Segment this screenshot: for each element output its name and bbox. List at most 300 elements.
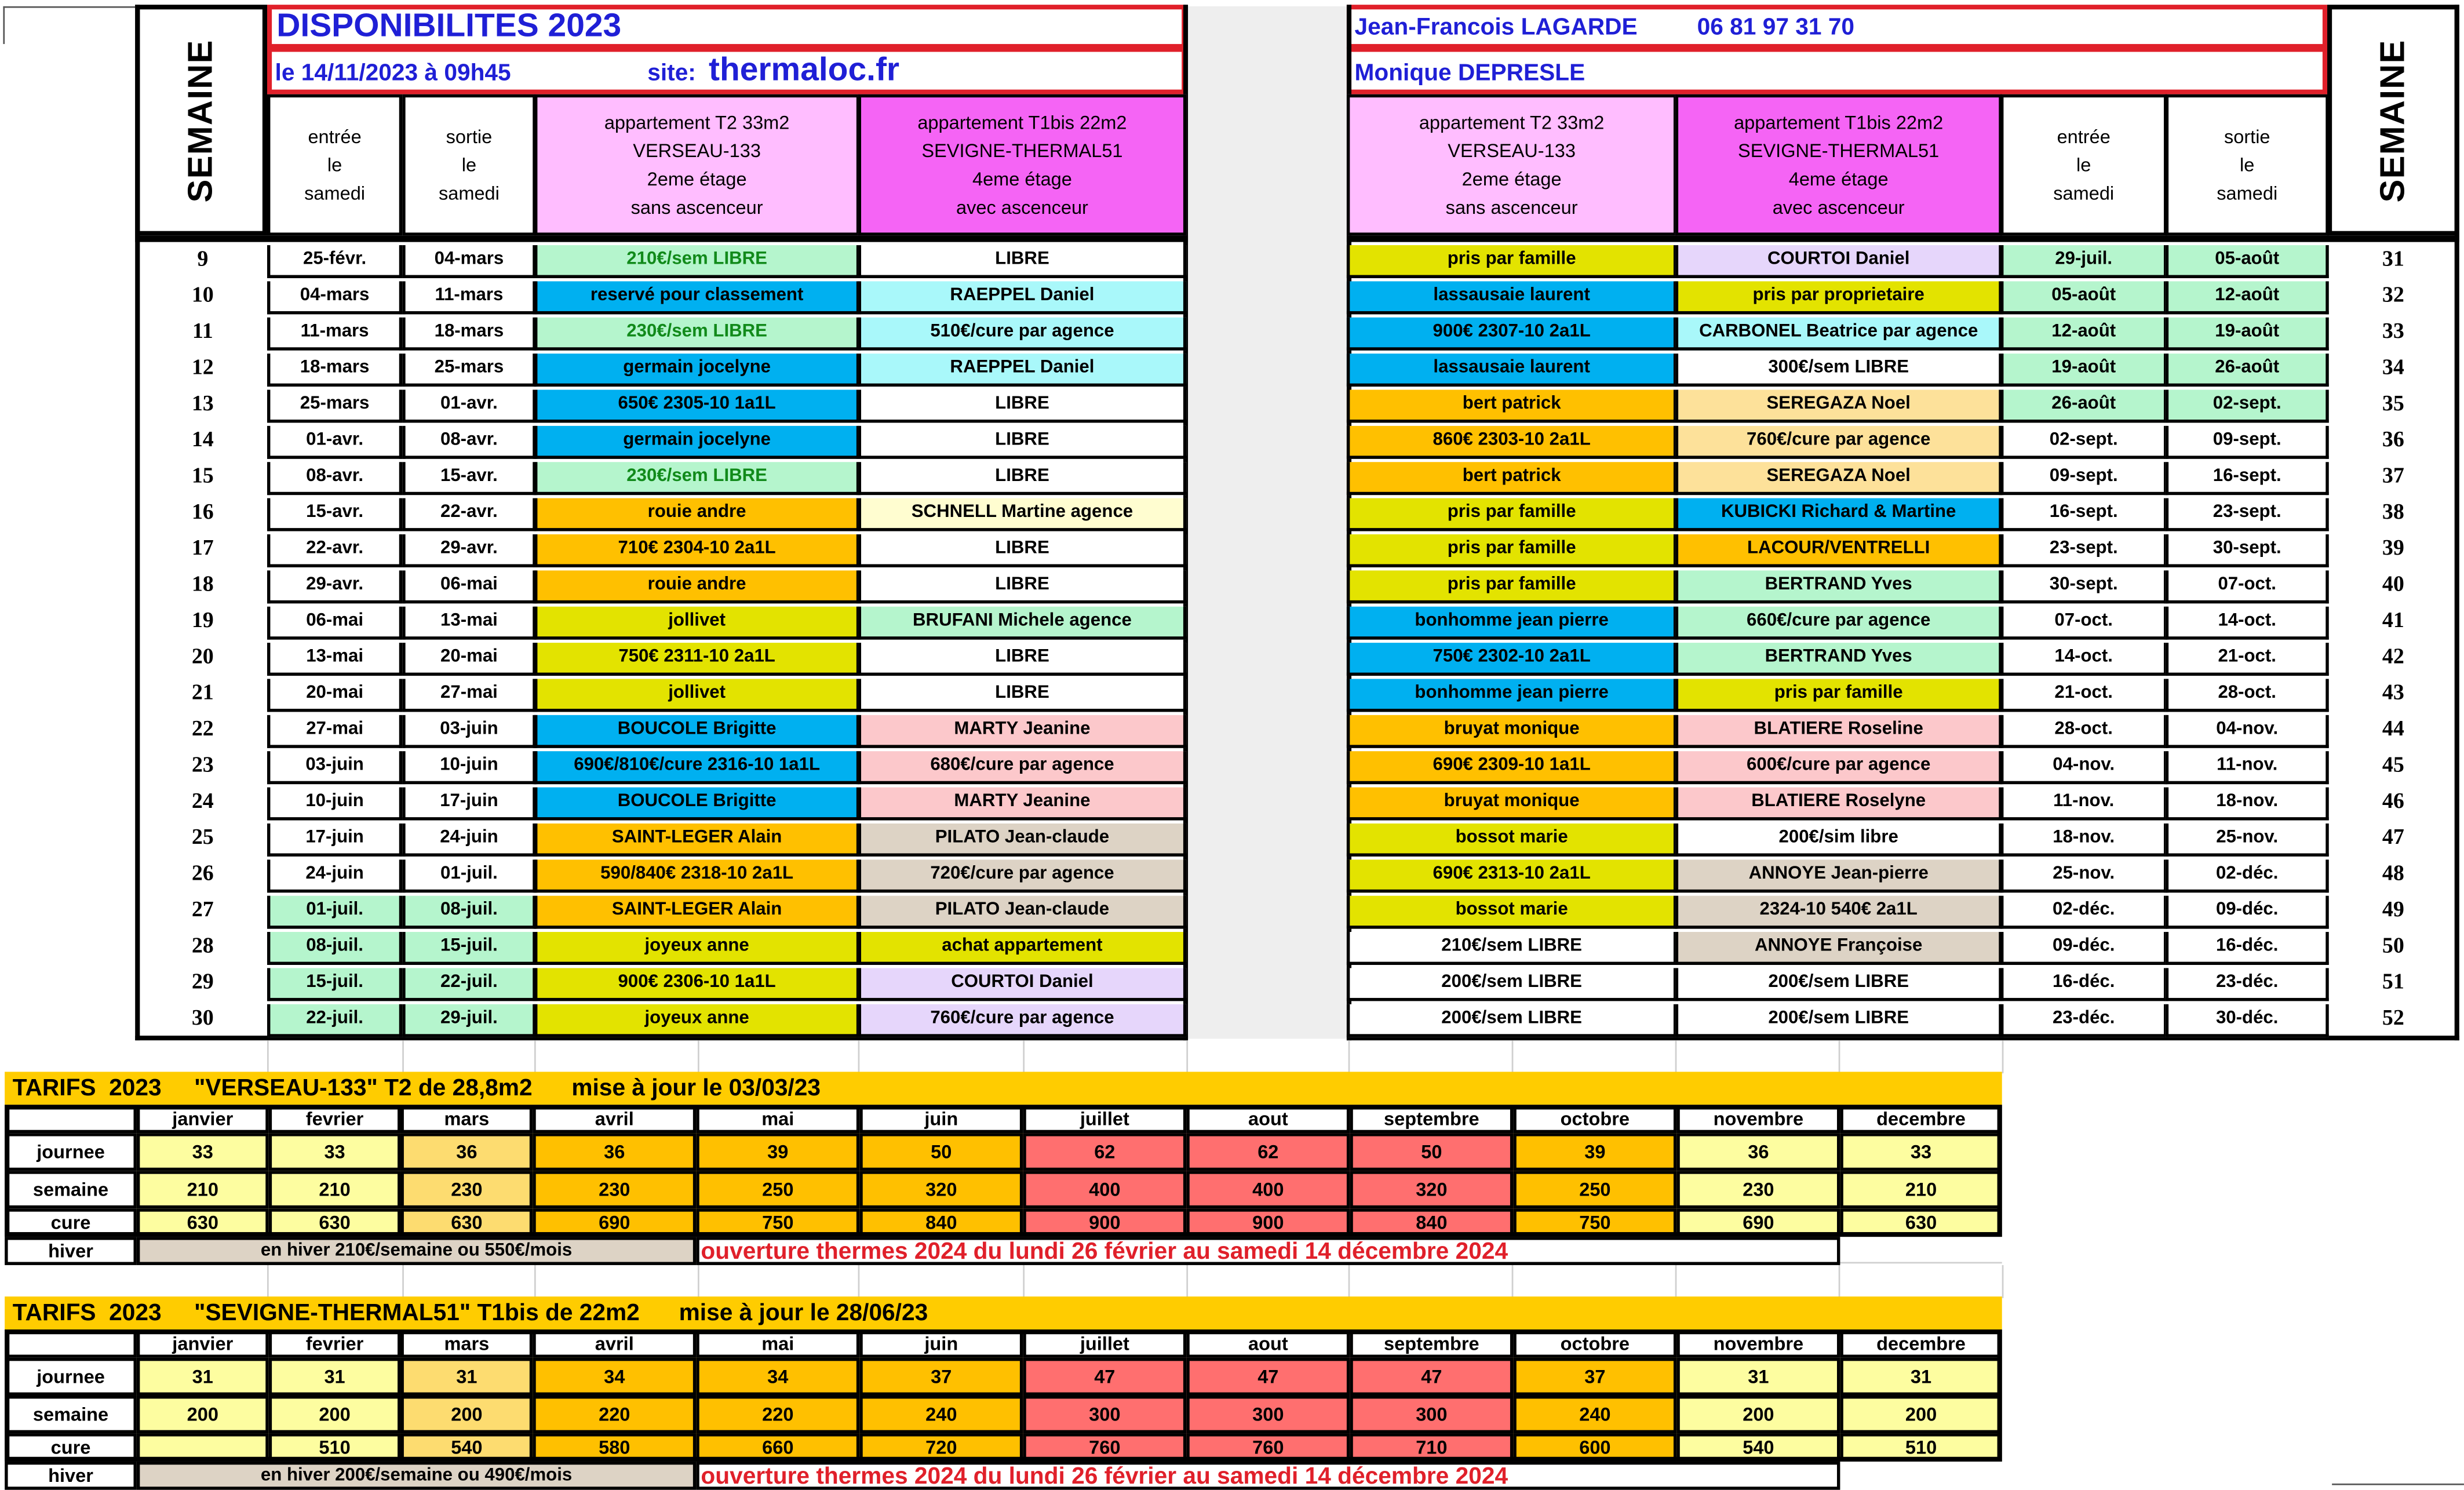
sortie-date[interactable]: 14-oct. — [2166, 607, 2329, 640]
grid-line — [698, 1265, 699, 1298]
t1-booking[interactable]: LACOUR/VENTRELLI — [1675, 534, 2002, 567]
sortie-date[interactable]: 17-juin — [402, 788, 535, 821]
entree-date[interactable]: 11-mars — [267, 318, 402, 351]
sortie-date[interactable]: 26-août — [2166, 354, 2329, 387]
t2-header-right: appartement T2 33m2 VERSEAU-133 2eme étage sans ascenceur — [1347, 94, 1676, 236]
t2-booking[interactable]: SAINT-LEGER Alain — [534, 896, 859, 929]
grid-line — [2002, 1265, 2004, 1298]
tariff-price: 47 — [1350, 1358, 1513, 1396]
sortie-date[interactable]: 28-oct. — [2166, 679, 2329, 712]
tariff-price: 750 — [1513, 1208, 1676, 1237]
sortie-date[interactable]: 30-sept. — [2166, 534, 2329, 567]
sortie-date[interactable]: 03-juin — [402, 715, 535, 748]
tariff-price: 630 — [137, 1208, 269, 1237]
corner-mark — [3, 6, 5, 44]
tariff-price: 31 — [400, 1358, 533, 1396]
week-number: 28 — [191, 934, 214, 958]
t2-booking[interactable]: 750€ 2302-10 2a1L — [1347, 643, 1676, 676]
week-number: 17 — [191, 537, 214, 560]
tariff-price: 540 — [400, 1433, 533, 1462]
week-number: 25 — [191, 825, 214, 850]
tariff-price: 47 — [1023, 1358, 1186, 1396]
entree-date[interactable]: 08-juil. — [267, 932, 402, 965]
t1-booking[interactable]: PILATO Jean-claude — [858, 896, 1187, 929]
entree-date[interactable]: 17-juin — [267, 824, 402, 857]
t1-booking[interactable]: MARTY Jeanine — [858, 715, 1187, 748]
t1-booking[interactable]: MARTY Jeanine — [858, 788, 1187, 821]
week-number: 13 — [191, 392, 214, 416]
sortie-date[interactable]: 16-déc. — [2166, 932, 2329, 965]
sortie-date[interactable]: 10-juin — [402, 751, 535, 784]
contact1-phone: 06 81 97 31 70 — [1697, 13, 1855, 41]
t2-booking[interactable]: 690€ 2313-10 2a1L — [1347, 859, 1676, 892]
week-number: 34 — [2382, 356, 2404, 380]
t2-booking[interactable]: 710€ 2304-10 2a1L — [534, 534, 859, 567]
entree-date[interactable]: 05-août — [2000, 281, 2167, 314]
entree-date[interactable]: 26-août — [2000, 390, 2167, 423]
t1-booking[interactable]: KUBICKI Richard & Martine — [1675, 498, 2002, 531]
entree-date[interactable]: 03-juin — [267, 751, 402, 784]
tariff-price: 33 — [1840, 1133, 2002, 1171]
t1-booking[interactable]: LIBRE — [858, 426, 1187, 459]
week-number: 31 — [2382, 247, 2404, 271]
week-number: 11 — [192, 319, 213, 344]
entree-date[interactable]: 01-juil. — [267, 896, 402, 929]
t1-header-left: appartement T1bis 22m2 SEVIGNE-THERMAL51 4eme étage avec ascenceur — [858, 94, 1187, 236]
t2-booking[interactable]: 690€ 2309-10 1a1L — [1347, 751, 1676, 784]
entree-date[interactable]: 18-mars — [267, 354, 402, 387]
week-number: 42 — [2382, 645, 2404, 669]
t2-booking[interactable]: bruyat monique — [1347, 788, 1676, 821]
t2-booking[interactable]: SAINT-LEGER Alain — [534, 824, 859, 857]
center-gap — [1186, 6, 1348, 1039]
t1-booking[interactable]: BERTRAND Yves — [1675, 643, 2002, 676]
entree-date[interactable]: 02-sept. — [2000, 426, 2167, 459]
t1-booking[interactable]: 760€/cure par agence — [858, 1004, 1187, 1037]
t1-booking[interactable]: COURTOI Daniel — [1675, 245, 2002, 278]
t1-booking[interactable]: 200€/sem LIBRE — [1675, 1004, 2002, 1037]
tariff-price: 31 — [1840, 1358, 2002, 1396]
t1-booking[interactable]: SEREGAZA Noel — [1675, 390, 2002, 423]
tariff-price: 36 — [533, 1133, 696, 1171]
t1-booking[interactable]: ANNOYE Jean-pierre — [1675, 859, 2002, 892]
t2-booking[interactable]: bonhomme jean pierre — [1347, 679, 1676, 712]
grid-line — [267, 1265, 269, 1298]
tariff-price: 900 — [1186, 1208, 1350, 1237]
t1-booking[interactable]: 660€/cure par agence — [1675, 607, 2002, 640]
sortie-date[interactable]: 19-août — [2166, 318, 2329, 351]
t2-booking[interactable]: 650€ 2305-10 1a1L — [534, 390, 859, 423]
sortie-date[interactable]: 02-sept. — [2166, 390, 2329, 423]
entree-date[interactable]: 06-mai — [267, 607, 402, 640]
t2-booking[interactable]: 900€ 2306-10 1a1L — [534, 968, 859, 1001]
t1-booking[interactable]: BERTRAND Yves — [1675, 570, 2002, 603]
tariff-price: 39 — [696, 1133, 859, 1171]
sortie-date[interactable]: 25-nov. — [2166, 824, 2329, 857]
week-number: 52 — [2382, 1006, 2404, 1030]
tariff-price: 720 — [859, 1433, 1023, 1462]
tariff-price: 34 — [533, 1358, 696, 1396]
tariff-price: 200 — [1840, 1396, 2002, 1433]
grid-line — [858, 1265, 860, 1298]
week-number: 35 — [2382, 392, 2404, 416]
t1-booking[interactable]: CARBONEL Beatrice par agence — [1675, 318, 2002, 351]
week-number: 12 — [191, 356, 214, 380]
week-number: 49 — [2382, 898, 2404, 922]
week-number: 36 — [2382, 428, 2404, 452]
t1-booking[interactable]: BRUFANI Michele agence — [858, 607, 1187, 640]
t2-booking[interactable]: BOUCOLE Brigitte — [534, 715, 859, 748]
tariff-price: 510 — [269, 1433, 401, 1462]
sortie-date[interactable]: 09-déc. — [2166, 896, 2329, 929]
t1-booking[interactable]: pris par proprietaire — [1675, 281, 2002, 314]
tariff-price: 39 — [1513, 1133, 1676, 1171]
sortie-date[interactable]: 08-juil. — [402, 896, 535, 929]
t1-booking[interactable]: LIBRE — [858, 679, 1187, 712]
t2-booking[interactable]: pris par famille — [1347, 534, 1676, 567]
t2-booking[interactable]: pris par famille — [1347, 570, 1676, 603]
week-number: 47 — [2382, 825, 2404, 850]
tariff-price: 250 — [696, 1171, 859, 1208]
month-header: janvier — [137, 1329, 269, 1358]
month-header: septembre — [1350, 1105, 1513, 1133]
entree-date[interactable]: 20-mai — [267, 679, 402, 712]
sortie-date[interactable]: 06-mai — [402, 570, 535, 603]
t1-booking[interactable]: 2324-10 540€ 2a1L — [1675, 896, 2002, 929]
t1-booking[interactable]: 600€/cure par agence — [1675, 751, 2002, 784]
entree-date[interactable]: 16-sept. — [2000, 498, 2167, 531]
tariff-price: 750 — [696, 1208, 859, 1237]
t1-booking[interactable]: pris par famille — [1675, 679, 2002, 712]
t1-booking[interactable]: LIBRE — [858, 643, 1187, 676]
t1-booking[interactable]: 510€/cure par agence — [858, 318, 1187, 351]
entree-date[interactable]: 01-avr. — [267, 426, 402, 459]
week-number: 30 — [191, 1006, 214, 1030]
sortie-date[interactable]: 27-mai — [402, 679, 535, 712]
t2-booking[interactable]: joyeux anne — [534, 932, 859, 965]
grid-line — [1023, 1265, 1025, 1298]
t2-booking[interactable]: 200€/sem LIBRE — [1347, 1004, 1676, 1037]
month-header: decembre — [1840, 1105, 2002, 1133]
t2-header-left: appartement T2 33m2 VERSEAU-133 2eme étage sans ascenceur — [534, 94, 859, 236]
t1-booking[interactable]: RAEPPEL Daniel — [858, 281, 1187, 314]
tariff-price: 760 — [1023, 1433, 1186, 1462]
week-number: 15 — [191, 464, 214, 488]
t2-booking[interactable]: 210€/sem LIBRE — [1347, 932, 1676, 965]
page-title: DISPONIBILITES 2023 — [276, 8, 622, 44]
sortie-date[interactable]: 23-déc. — [2166, 968, 2329, 1001]
week-number: 16 — [191, 500, 214, 524]
sortie-date[interactable]: 23-sept. — [2166, 498, 2329, 531]
month-header: octobre — [1513, 1105, 1676, 1133]
t1-header-right: appartement T1bis 22m2 SEVIGNE-THERMAL51 4eme étage avec ascenceur — [1675, 94, 2002, 236]
t2-booking[interactable]: germain jocelyne — [534, 354, 859, 387]
sortie-date[interactable]: 20-mai — [402, 643, 535, 676]
entree-date[interactable]: 09-sept. — [2000, 462, 2167, 495]
hiver-label: hiver — [5, 1462, 137, 1490]
month-header: mai — [696, 1105, 859, 1133]
week-number: 40 — [2382, 573, 2404, 597]
t2-booking[interactable]: bonhomme jean pierre — [1347, 607, 1676, 640]
tariff-title: TARIFS 2023 "VERSEAU-133" T2 de 28,8m2 mise à jour le 03/03/23 — [5, 1072, 2002, 1105]
tariff-price: 200 — [400, 1396, 533, 1433]
t1-booking[interactable]: LIBRE — [858, 245, 1187, 278]
t1-booking[interactable]: LIBRE — [858, 390, 1187, 423]
t1-booking[interactable]: LIBRE — [858, 462, 1187, 495]
t1-booking[interactable]: LIBRE — [858, 534, 1187, 567]
entree-date[interactable]: 24-juin — [267, 859, 402, 892]
entree-date[interactable]: 22-avr. — [267, 534, 402, 567]
t2-booking[interactable]: bert patrick — [1347, 462, 1676, 495]
sortie-date[interactable]: 04-nov. — [2166, 715, 2329, 748]
week-number: 19 — [191, 609, 214, 633]
tariff-price: 250 — [1513, 1171, 1676, 1208]
tariff-price: 690 — [1676, 1208, 1840, 1237]
entree-date[interactable]: 29-avr. — [267, 570, 402, 603]
t1-booking[interactable]: ANNOYE Françoise — [1675, 932, 2002, 965]
entree-date[interactable]: 25-mars — [267, 390, 402, 423]
t2-booking[interactable]: 860€ 2303-10 2a1L — [1347, 426, 1676, 459]
t1-booking[interactable]: PILATO Jean-claude — [858, 824, 1187, 857]
grid-line — [2002, 1040, 2004, 1073]
sortie-date[interactable]: 08-avr. — [402, 426, 535, 459]
semaine-header-right: SEMAINE — [2372, 38, 2412, 202]
entree-date[interactable]: 12-août — [2000, 318, 2167, 351]
tariff-price: 210 — [269, 1171, 401, 1208]
tariff-price: 210 — [1840, 1171, 2002, 1208]
week-number: 39 — [2382, 537, 2404, 560]
entree-date[interactable]: 28-oct. — [2000, 715, 2167, 748]
tariff-price: 200 — [137, 1396, 269, 1433]
t1-booking[interactable]: LIBRE — [858, 570, 1187, 603]
grid-line — [402, 1040, 404, 1073]
week-number: 44 — [2382, 717, 2404, 741]
tariff-price: 210 — [137, 1171, 269, 1208]
sortie-date[interactable]: 13-mai — [402, 607, 535, 640]
t1-booking[interactable]: 300€/sem LIBRE — [1675, 354, 2002, 387]
entree-date[interactable]: 23-sept. — [2000, 534, 2167, 567]
tariff-price: 240 — [859, 1396, 1023, 1433]
entree-date[interactable]: 04-mars — [267, 281, 402, 314]
t2-booking[interactable]: rouie andre — [534, 570, 859, 603]
tariff-price: 31 — [1676, 1358, 1840, 1396]
entree-date[interactable]: 15-avr. — [267, 498, 402, 531]
grid-line — [1675, 1265, 1677, 1298]
entree-date[interactable]: 04-nov. — [2000, 751, 2167, 784]
update-line: le 14/11/2023 à 09h45 — [275, 59, 511, 86]
week-number: 48 — [2382, 862, 2404, 886]
t1-booking[interactable]: 200€/sim libre — [1675, 824, 2002, 857]
tariff-price: 300 — [1186, 1396, 1350, 1433]
entree-date[interactable]: 15-juil. — [267, 968, 402, 1001]
week-number: 45 — [2382, 753, 2404, 777]
sortie-date[interactable]: 18-mars — [402, 318, 535, 351]
t2-booking[interactable]: lassausaie laurent — [1347, 354, 1676, 387]
t2-booking[interactable]: bruyat monique — [1347, 715, 1676, 748]
week-number: 29 — [191, 970, 214, 994]
tariff-row-label: cure — [5, 1433, 137, 1462]
t2-booking[interactable]: 210€/sem LIBRE — [534, 245, 859, 278]
t1-booking[interactable]: 200€/sem LIBRE — [1675, 968, 2002, 1001]
sortie-date[interactable]: 29-juil. — [402, 1004, 535, 1037]
sortie-date[interactable]: 02-déc. — [2166, 859, 2329, 892]
sortie-date[interactable]: 16-sept. — [2166, 462, 2329, 495]
t2-booking[interactable]: 750€ 2311-10 2a1L — [534, 643, 859, 676]
entree-date[interactable]: 10-juin — [267, 788, 402, 821]
tariff-price: 630 — [269, 1208, 401, 1237]
sortie-date[interactable]: 25-mars — [402, 354, 535, 387]
tariff-price: 37 — [859, 1358, 1023, 1396]
t1-booking[interactable]: COURTOI Daniel — [858, 968, 1187, 1001]
t2-booking[interactable]: germain jocelyne — [534, 426, 859, 459]
tariff-price: 200 — [1676, 1396, 1840, 1433]
t1-booking[interactable]: 760€/cure par agence — [1675, 426, 2002, 459]
t1-booking[interactable]: BLATIERE Roseline — [1675, 715, 2002, 748]
grid-line — [267, 1040, 269, 1073]
entree-date[interactable]: 25-févr. — [267, 245, 402, 278]
month-header: juin — [859, 1329, 1023, 1358]
entree-date[interactable]: 30-sept. — [2000, 570, 2167, 603]
entree-date[interactable]: 11-nov. — [2000, 788, 2167, 821]
entree-date[interactable]: 23-déc. — [2000, 1004, 2167, 1037]
week-number: 23 — [191, 753, 214, 777]
week-number: 22 — [191, 717, 214, 741]
sortie-date[interactable]: 09-sept. — [2166, 426, 2329, 459]
sortie-date[interactable]: 11-mars — [402, 281, 535, 314]
t2-booking[interactable]: joyeux anne — [534, 1004, 859, 1037]
t2-booking[interactable]: 690€/810€/cure 2316-10 1a1L — [534, 751, 859, 784]
corner-mark — [3, 6, 135, 8]
t1-booking[interactable]: achat appartement — [858, 932, 1187, 965]
month-header: novembre — [1676, 1329, 1840, 1358]
entree-date[interactable]: 07-oct. — [2000, 607, 2167, 640]
month-header: aout — [1186, 1105, 1350, 1133]
sortie-date[interactable]: 07-oct. — [2166, 570, 2329, 603]
sortie-date[interactable]: 24-juin — [402, 824, 535, 857]
t2-booking[interactable]: lassausaie laurent — [1347, 281, 1676, 314]
grid-line — [1839, 1040, 1840, 1073]
t2-booking[interactable]: 200€/sem LIBRE — [1347, 968, 1676, 1001]
week-number: 43 — [2382, 681, 2404, 705]
sortie-date[interactable]: 18-nov. — [2166, 788, 2329, 821]
entree-date[interactable]: 27-mai — [267, 715, 402, 748]
tariff-row-label: journee — [5, 1133, 137, 1171]
entree-date[interactable]: 14-oct. — [2000, 643, 2167, 676]
grid-line — [858, 1040, 860, 1073]
week-number: 24 — [191, 789, 214, 814]
sortie-date[interactable]: 11-nov. — [2166, 751, 2329, 784]
entree-date[interactable]: 25-nov. — [2000, 859, 2167, 892]
entree-date[interactable]: 13-mai — [267, 643, 402, 676]
sortie-date[interactable]: 15-avr. — [402, 462, 535, 495]
site-link[interactable]: thermaloc.fr — [708, 52, 900, 88]
entree-date[interactable]: 08-avr. — [267, 462, 402, 495]
sortie-date[interactable]: 15-juil. — [402, 932, 535, 965]
sortie-date[interactable]: 01-juil. — [402, 859, 535, 892]
week-number: 51 — [2382, 970, 2404, 994]
t2-booking[interactable]: jollivet — [534, 607, 859, 640]
t2-booking[interactable]: BOUCOLE Brigitte — [534, 788, 859, 821]
tariff-price: 400 — [1023, 1171, 1186, 1208]
tariff-row-label: semaine — [5, 1396, 137, 1433]
grid-line — [1186, 1040, 1188, 1073]
t2-booking[interactable]: jollivet — [534, 679, 859, 712]
sortie-date[interactable]: 22-juil. — [402, 968, 535, 1001]
month-header: mars — [400, 1105, 533, 1133]
sortie-date[interactable]: 21-oct. — [2166, 643, 2329, 676]
t2-booking[interactable]: 230€/sem LIBRE — [534, 318, 859, 351]
t2-booking[interactable]: 230€/sem LIBRE — [534, 462, 859, 495]
entree-date[interactable]: 02-déc. — [2000, 896, 2167, 929]
t2-booking[interactable]: bossot marie — [1347, 824, 1676, 857]
month-header: janvier — [137, 1105, 269, 1133]
sortie-date[interactable]: 05-août — [2166, 245, 2329, 278]
tariff-price: 710 — [1350, 1433, 1513, 1462]
grid-line — [534, 1265, 536, 1298]
sortie-date[interactable]: 22-avr. — [402, 498, 535, 531]
tariff-price: 400 — [1186, 1171, 1350, 1208]
semaine-header-left: SEMAINE — [180, 38, 220, 202]
hiver-text: en hiver 200€/semaine ou 490€/mois — [137, 1462, 696, 1490]
t2-booking[interactable]: 590/840€ 2318-10 2a1L — [534, 859, 859, 892]
week-number: 18 — [191, 573, 214, 597]
hiver-text: en hiver 210€/semaine ou 550€/mois — [137, 1237, 696, 1265]
header-separator-right — [1347, 236, 2459, 242]
week-number: 27 — [191, 898, 214, 922]
grid-line — [1512, 1265, 1514, 1298]
t1-booking[interactable]: BLATIERE Roselyne — [1675, 788, 2002, 821]
t1-booking[interactable]: 720€/cure par agence — [858, 859, 1187, 892]
tariff-price: 300 — [1350, 1396, 1513, 1433]
entree-date[interactable]: 18-nov. — [2000, 824, 2167, 857]
t2-booking[interactable]: 900€ 2307-10 2a1L — [1347, 318, 1676, 351]
sortie-date[interactable]: 29-avr. — [402, 534, 535, 567]
t1-booking[interactable]: 680€/cure par agence — [858, 751, 1187, 784]
grid-line — [1186, 1265, 1188, 1298]
entree-date[interactable]: 22-juil. — [267, 1004, 402, 1037]
t1-booking[interactable]: RAEPPEL Daniel — [858, 354, 1187, 387]
sortie-date[interactable]: 12-août — [2166, 281, 2329, 314]
t1-booking[interactable]: SCHNELL Martine agence — [858, 498, 1187, 531]
week-number: 50 — [2382, 934, 2404, 958]
contact1-name: Jean-Francois LAGARDE — [1354, 13, 1638, 41]
entree-date[interactable]: 16-déc. — [2000, 968, 2167, 1001]
t2-booking[interactable]: bossot marie — [1347, 896, 1676, 929]
t1-booking[interactable]: SEREGAZA Noel — [1675, 462, 2002, 495]
sortie-date[interactable]: 30-déc. — [2166, 1004, 2329, 1037]
t2-booking[interactable]: bert patrick — [1347, 390, 1676, 423]
t2-booking[interactable]: rouie andre — [534, 498, 859, 531]
t2-booking[interactable]: pris par famille — [1347, 245, 1676, 278]
week-number: 37 — [2382, 464, 2404, 488]
entree-date[interactable]: 29-juil. — [2000, 245, 2167, 278]
entree-date[interactable]: 19-août — [2000, 354, 2167, 387]
entree-date[interactable]: 09-déc. — [2000, 932, 2167, 965]
t2-booking[interactable]: reservé pour classement — [534, 281, 859, 314]
sortie-date[interactable]: 01-avr. — [402, 390, 535, 423]
entree-date[interactable]: 21-oct. — [2000, 679, 2167, 712]
sortie-date[interactable]: 04-mars — [402, 245, 535, 278]
tariff-frame — [5, 1105, 2002, 1237]
tariff-row-label: semaine — [5, 1171, 137, 1208]
month-header: juillet — [1023, 1329, 1186, 1358]
month-header: septembre — [1350, 1329, 1513, 1358]
tariff-price: 300 — [1023, 1396, 1186, 1433]
week-number: 14 — [191, 428, 214, 452]
month-header: octobre — [1513, 1329, 1676, 1358]
tariff-price: 37 — [1513, 1358, 1676, 1396]
t2-booking[interactable]: pris par famille — [1347, 498, 1676, 531]
